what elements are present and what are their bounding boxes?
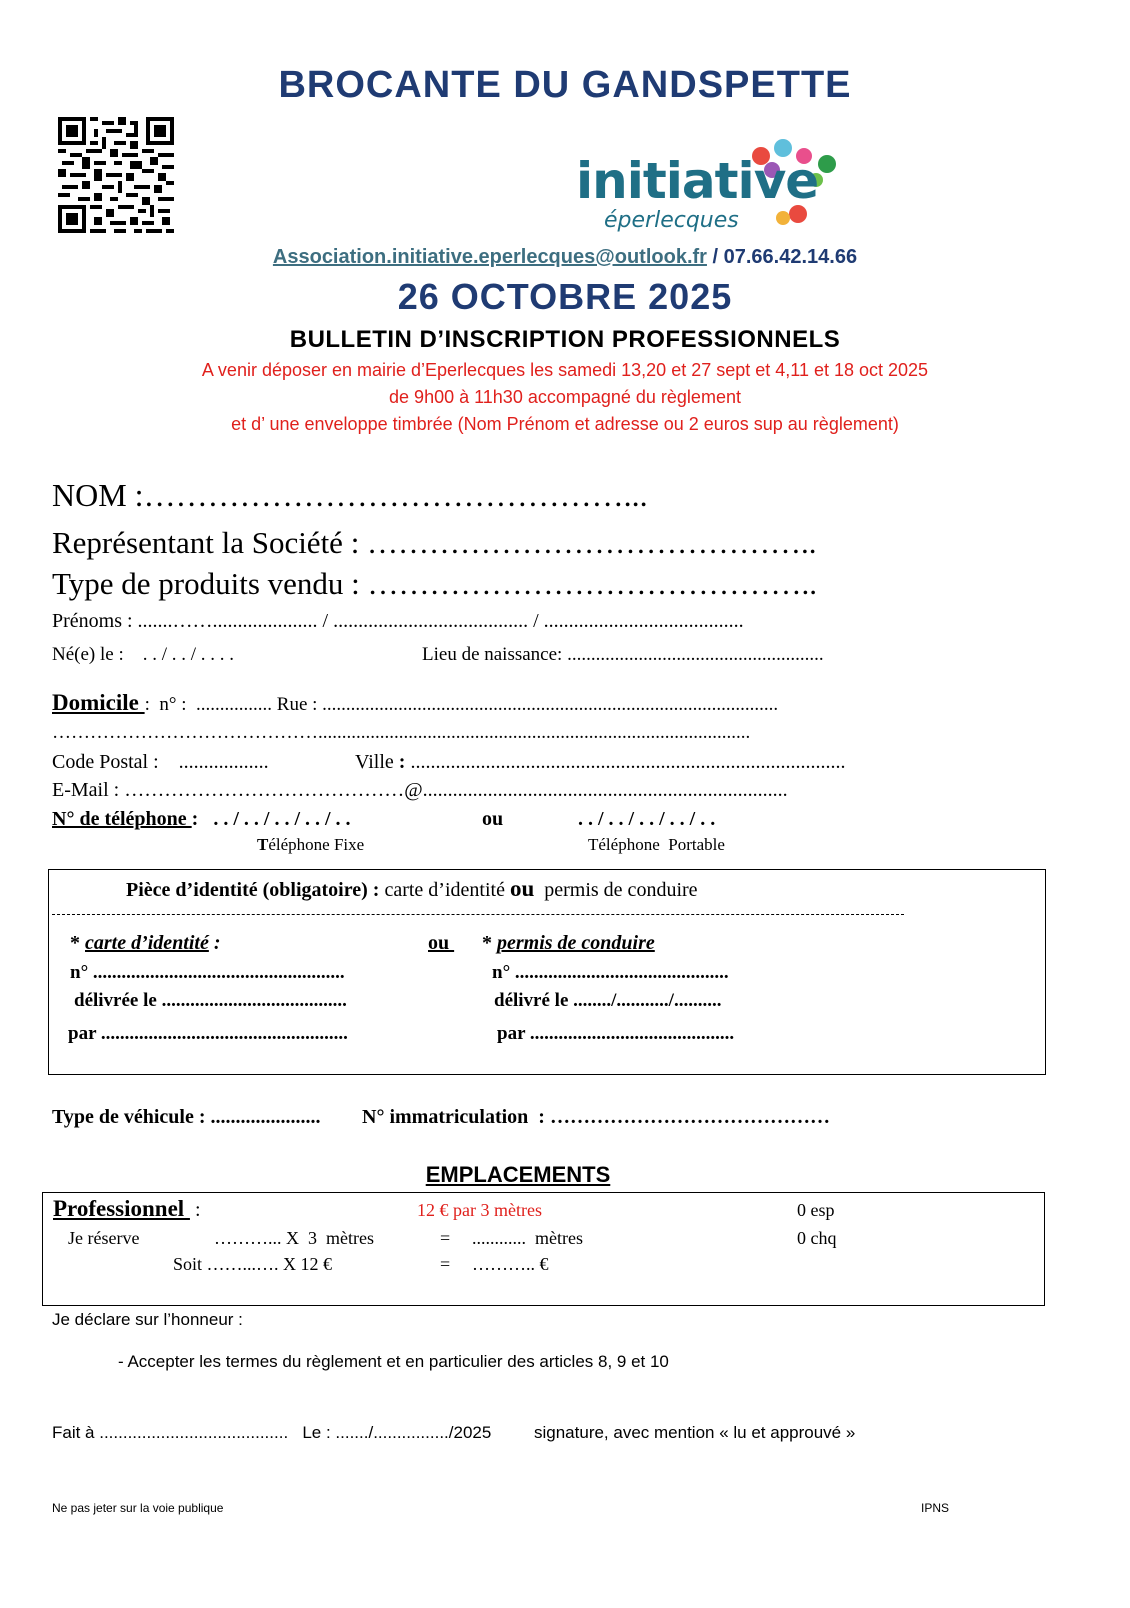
telephone-ou: ou bbox=[482, 808, 504, 830]
vehicule-type-field[interactable]: Type de véhicule : ...................... bbox=[52, 1106, 321, 1128]
contact-separator: / bbox=[706, 246, 724, 268]
ci-star: * bbox=[70, 932, 85, 954]
professionnel-row bbox=[53, 1196, 201, 1222]
emplacements-heading: EMPLACEMENTS bbox=[425, 1162, 611, 1187]
telephone-fixe-caption bbox=[257, 835, 364, 855]
paiement-espece[interactable]: 0 esp bbox=[797, 1200, 835, 1220]
piece-identite-heading bbox=[126, 876, 698, 902]
soit-egal: = bbox=[440, 1254, 451, 1274]
code-postal-field[interactable]: Code Postal : .................. bbox=[52, 751, 269, 773]
telephone-row bbox=[52, 808, 351, 831]
caption-initial: T bbox=[257, 835, 269, 854]
email-link[interactable]: Association.initiative.eperlecques@outlook.fr bbox=[272, 246, 707, 268]
ville-dots: ....................................................................................... bbox=[405, 751, 846, 773]
reserve-label: Je réserve bbox=[68, 1228, 140, 1248]
nom-field[interactable]: NOM :………………………………………... bbox=[52, 477, 648, 513]
carte-identite-heading bbox=[70, 932, 221, 955]
fait-a-field[interactable]: Fait à ........................................ Le : ......./................/2025 bbox=[52, 1423, 492, 1442]
numero-rue-field[interactable]: : n° : ................ Rue : ................................................................................................ bbox=[144, 694, 779, 715]
footer-right: IPNS bbox=[921, 1501, 950, 1515]
piece-ou: ou bbox=[428, 932, 455, 954]
qr-caption bbox=[58, 108, 174, 116]
piece-heading-ou: ou bbox=[509, 876, 535, 901]
email-field[interactable]: E-Mail : ……………………………………@......................................................................... bbox=[52, 779, 788, 801]
piece-divider bbox=[52, 914, 904, 915]
piece-heading-opt2: permis de conduire bbox=[534, 879, 698, 901]
notice-line-1: A venir déposer en mairie d’Eperlecques les samedi 13,20 et 27 sept et 4,11 et 18 oct 2025 bbox=[201, 360, 929, 380]
reserve-quantite-field[interactable]: ………... X 3 mètres bbox=[214, 1228, 374, 1248]
produits-field[interactable]: Type de produits vendu : …………………………………….. bbox=[52, 566, 818, 601]
prenoms-field[interactable]: Prénoms : .......……..................... / ....................................... / ........................................ bbox=[52, 610, 744, 632]
form-subtitle: BULLETIN D’INSCRIPTION PROFESSIONNELS bbox=[289, 326, 841, 353]
pc-star: * bbox=[482, 932, 497, 954]
ci-colon: : bbox=[208, 932, 221, 954]
professionnel-colon: : bbox=[189, 1199, 201, 1221]
telephone-portable-caption: Téléphone Portable bbox=[588, 835, 725, 854]
event-date: 26 OCTOBRE 2025 bbox=[397, 276, 733, 317]
piece-heading-opt1: carte d’identité bbox=[379, 879, 510, 901]
lieu-naissance-field[interactable]: Lieu de naissance: ...................................................... bbox=[422, 644, 824, 665]
pc-numero-field[interactable]: n° ............................................. bbox=[492, 962, 729, 983]
piece-heading-bold: Pièce d’identité (obligatoire) : bbox=[126, 879, 380, 901]
contact-line bbox=[0, 246, 1130, 269]
reserve-metres-field[interactable]: ............ mètres bbox=[472, 1228, 583, 1248]
ci-par-field[interactable]: par .................................................... bbox=[68, 1023, 348, 1044]
ville-field[interactable] bbox=[355, 751, 845, 774]
date-naissance-field[interactable]: Né(e) le : . . / . . / . . . . bbox=[52, 644, 235, 665]
notice-line-2: de 9h00 à 11h30 accompagné du règlement bbox=[389, 387, 741, 407]
page-title: BROCANTE DU GANDSPETTE bbox=[278, 64, 852, 106]
ci-numero-field[interactable]: n° ..................................................... bbox=[70, 962, 345, 983]
pc-delivre-field[interactable]: délivré le ......../.........../.......... bbox=[494, 990, 722, 1011]
footer-left: Ne pas jeter sur la voie publique bbox=[52, 1501, 224, 1515]
domicile-row bbox=[52, 690, 778, 716]
tarif: 12 € par 3 mètres bbox=[417, 1200, 542, 1220]
pc-label: permis de conduire bbox=[497, 932, 655, 954]
qr-code-icon bbox=[58, 117, 174, 233]
phone-number: 07.66.42.14.66 bbox=[723, 246, 858, 268]
ville-label: Ville bbox=[355, 751, 399, 773]
notice-line-3: et d’ une enveloppe timbrée (Nom Prénom et adresse ou 2 euros sup au règlement) bbox=[231, 414, 899, 434]
logo-main-text: initiative bbox=[576, 152, 819, 210]
soit-total-field[interactable]: ……….. € bbox=[472, 1254, 549, 1274]
telephone-label: N° de téléphone bbox=[52, 808, 192, 830]
signature-mention: signature, avec mention « lu et approuvé » bbox=[534, 1423, 856, 1442]
adresse-ligne2-field[interactable]: ……………………………………........................................................................................... bbox=[52, 722, 751, 743]
domicile-label: Domicile bbox=[52, 690, 145, 715]
logo-sub-text: éperlecques bbox=[604, 208, 739, 233]
societe-field[interactable]: Représentant la Société : …………………………………….. bbox=[52, 525, 817, 560]
professionnel-label: Professionnel bbox=[53, 1196, 190, 1221]
permis-heading bbox=[482, 932, 655, 955]
telephone-fixe-field[interactable]: : . . / . . / . . / . . / . . bbox=[191, 808, 351, 830]
ville-colon: : bbox=[398, 751, 406, 773]
immatriculation-field[interactable]: N° immatriculation : …………………………………… bbox=[362, 1106, 830, 1128]
pc-par-field[interactable]: par ........................................... bbox=[497, 1023, 735, 1044]
paiement-cheque[interactable]: 0 chq bbox=[797, 1228, 837, 1248]
initiative-logo bbox=[576, 138, 846, 238]
reserve-egal: = bbox=[440, 1228, 451, 1248]
declaration-intro: Je déclare sur l’honneur : bbox=[52, 1310, 243, 1329]
qr-code[interactable] bbox=[58, 108, 174, 234]
caption-rest: éléphone Fixe bbox=[268, 835, 365, 854]
telephone-portable-field[interactable]: . . / . . / . . / . . / . . bbox=[578, 808, 716, 830]
ci-label: carte d’identité bbox=[85, 932, 209, 954]
ci-delivree-field[interactable]: délivrée le ....................................... bbox=[74, 990, 347, 1011]
declaration-item: - Accepter les termes du règlement et en particulier des articles 8, 9 et 10 bbox=[118, 1352, 669, 1371]
soit-field[interactable]: Soit ……...…. X 12 € bbox=[173, 1254, 333, 1274]
